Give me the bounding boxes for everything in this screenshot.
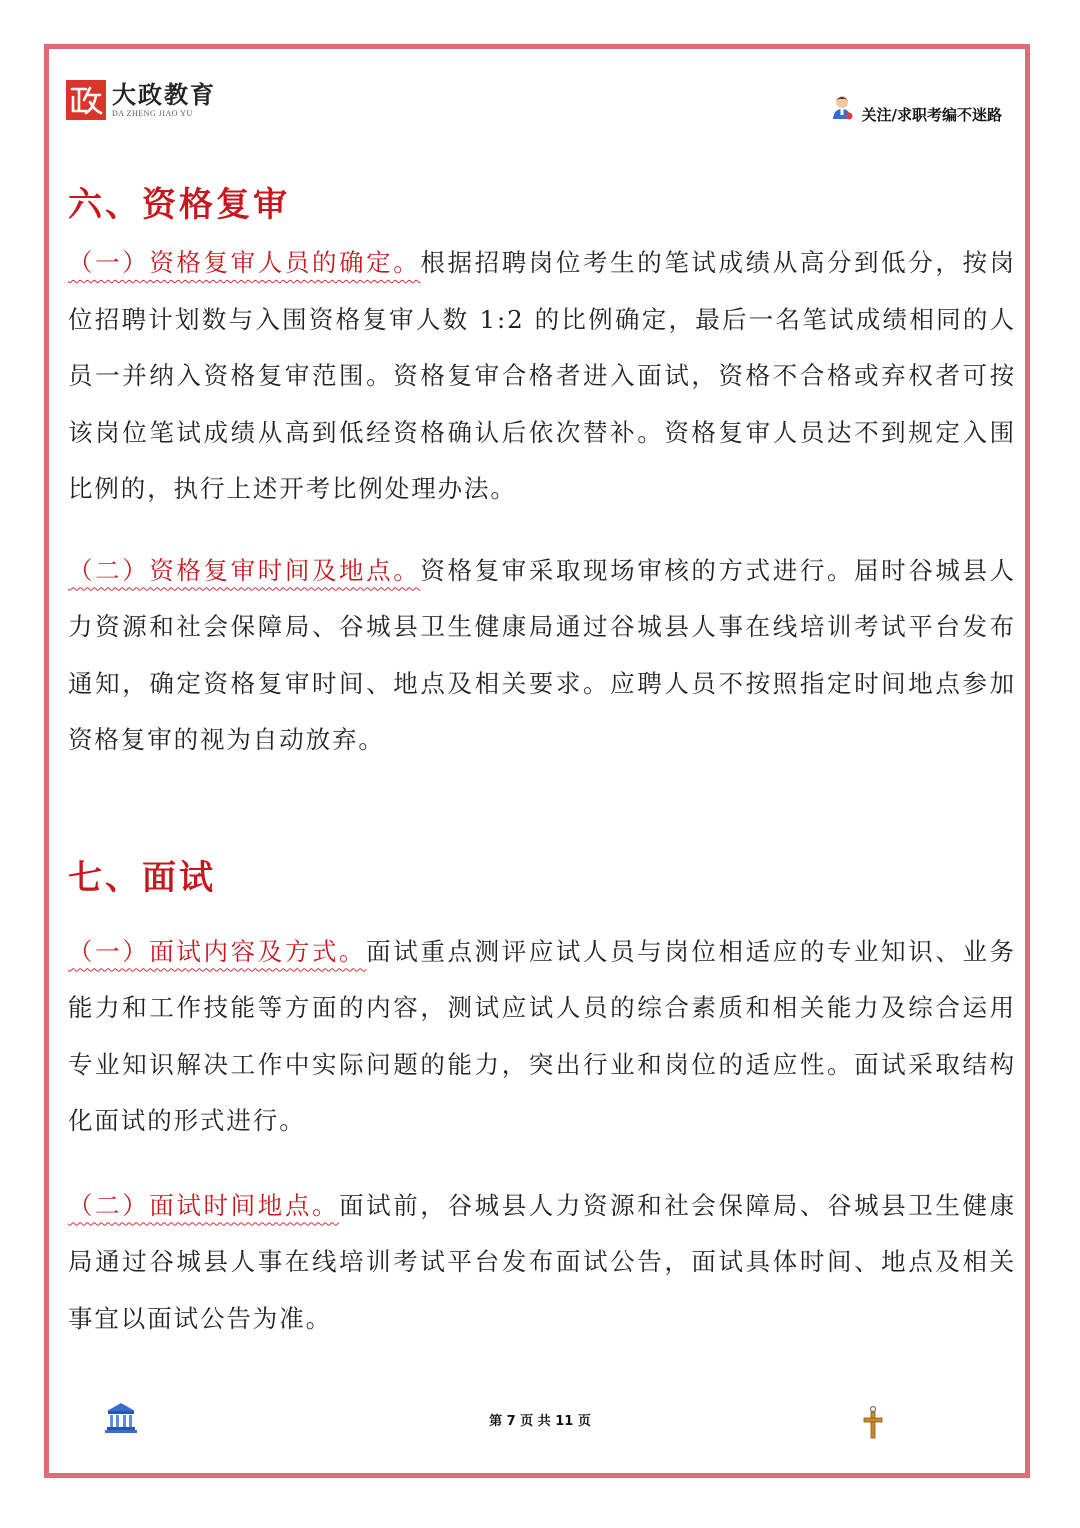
paragraph-lead: （二）资格复审时间及地点。 <box>68 555 421 585</box>
paragraph-lead: （一）资格复审人员的确定。 <box>68 248 421 277</box>
paragraph-body: 面试重点测评应试人员与岗位相适应的专业知识、业务能力和工作技能等方面的内容，测试应试人员的综合素质和相关能力及综合运用专业知识解决工作中实际问题的能力，突出行业和岗位的适应性。面试采取结构化面试的形式进行。 <box>68 936 1016 1135</box>
user-avatar-icon <box>832 95 854 125</box>
paragraph-interview-content <box>68 924 1016 1150</box>
document-body <box>68 180 1016 1347</box>
brand-logo <box>66 78 216 122</box>
paragraph-review-time-place <box>68 543 1016 769</box>
follow-banner <box>832 92 1002 125</box>
paragraph-interview-time-place <box>68 1178 1016 1348</box>
page-number: 第 7 页 共 11 页 <box>489 1414 591 1429</box>
page-footer <box>0 1402 1080 1442</box>
section-heading-interview: 七、面试 <box>68 857 216 898</box>
cross-pendant-icon <box>862 1406 884 1444</box>
paragraph-body: 面试前，谷城县人力资源和社会保障局、谷城县卫生健康局通过谷城县人事在线培训考试平台发布面试公告，面试具体时间、地点及相关事宜以面试公告为准。 <box>68 1190 1017 1333</box>
follow-text: 关注/求职考编不迷路 <box>861 106 1002 124</box>
logo-mark-icon <box>66 80 106 120</box>
section-heading-qualification-review: 六、资格复审 <box>68 185 290 225</box>
logo-title: 大政教育 <box>112 79 216 109</box>
paragraph-review-personnel <box>68 235 1016 518</box>
logo-subtitle: DA ZHENG JIAO YU <box>112 108 193 118</box>
paragraph-lead: （一）面试内容及方式。 <box>68 936 367 966</box>
paragraph-body: 根据招聘岗位考生的笔试成绩从高分到低分，按岗位招聘计划数与入围资格复审人数 1:2 的比例确定，最后一名笔试成绩相同的人员一并纳入资格复审范围。资格复审合格者进入面试，资格不合格或弃权者可按该岗位笔试成绩从高到低经资格确认后依次替补。资格复审人员达不到规定入围比例的，执行上述开考比例处理办法。 <box>68 248 1016 503</box>
paragraph-body: 资格复审采取现场审核的方式进行。届时谷城县人力资源和社会保障局、谷城县卫生健康局通过谷城县人事在线培训考试平台发布通知，确定资格复审时间、地点及相关要求。应聘人员不按照指定时间地点参加资格复审的视为自动放弃。 <box>68 555 1016 754</box>
paragraph-lead: （二）面试时间地点。 <box>68 1190 340 1220</box>
